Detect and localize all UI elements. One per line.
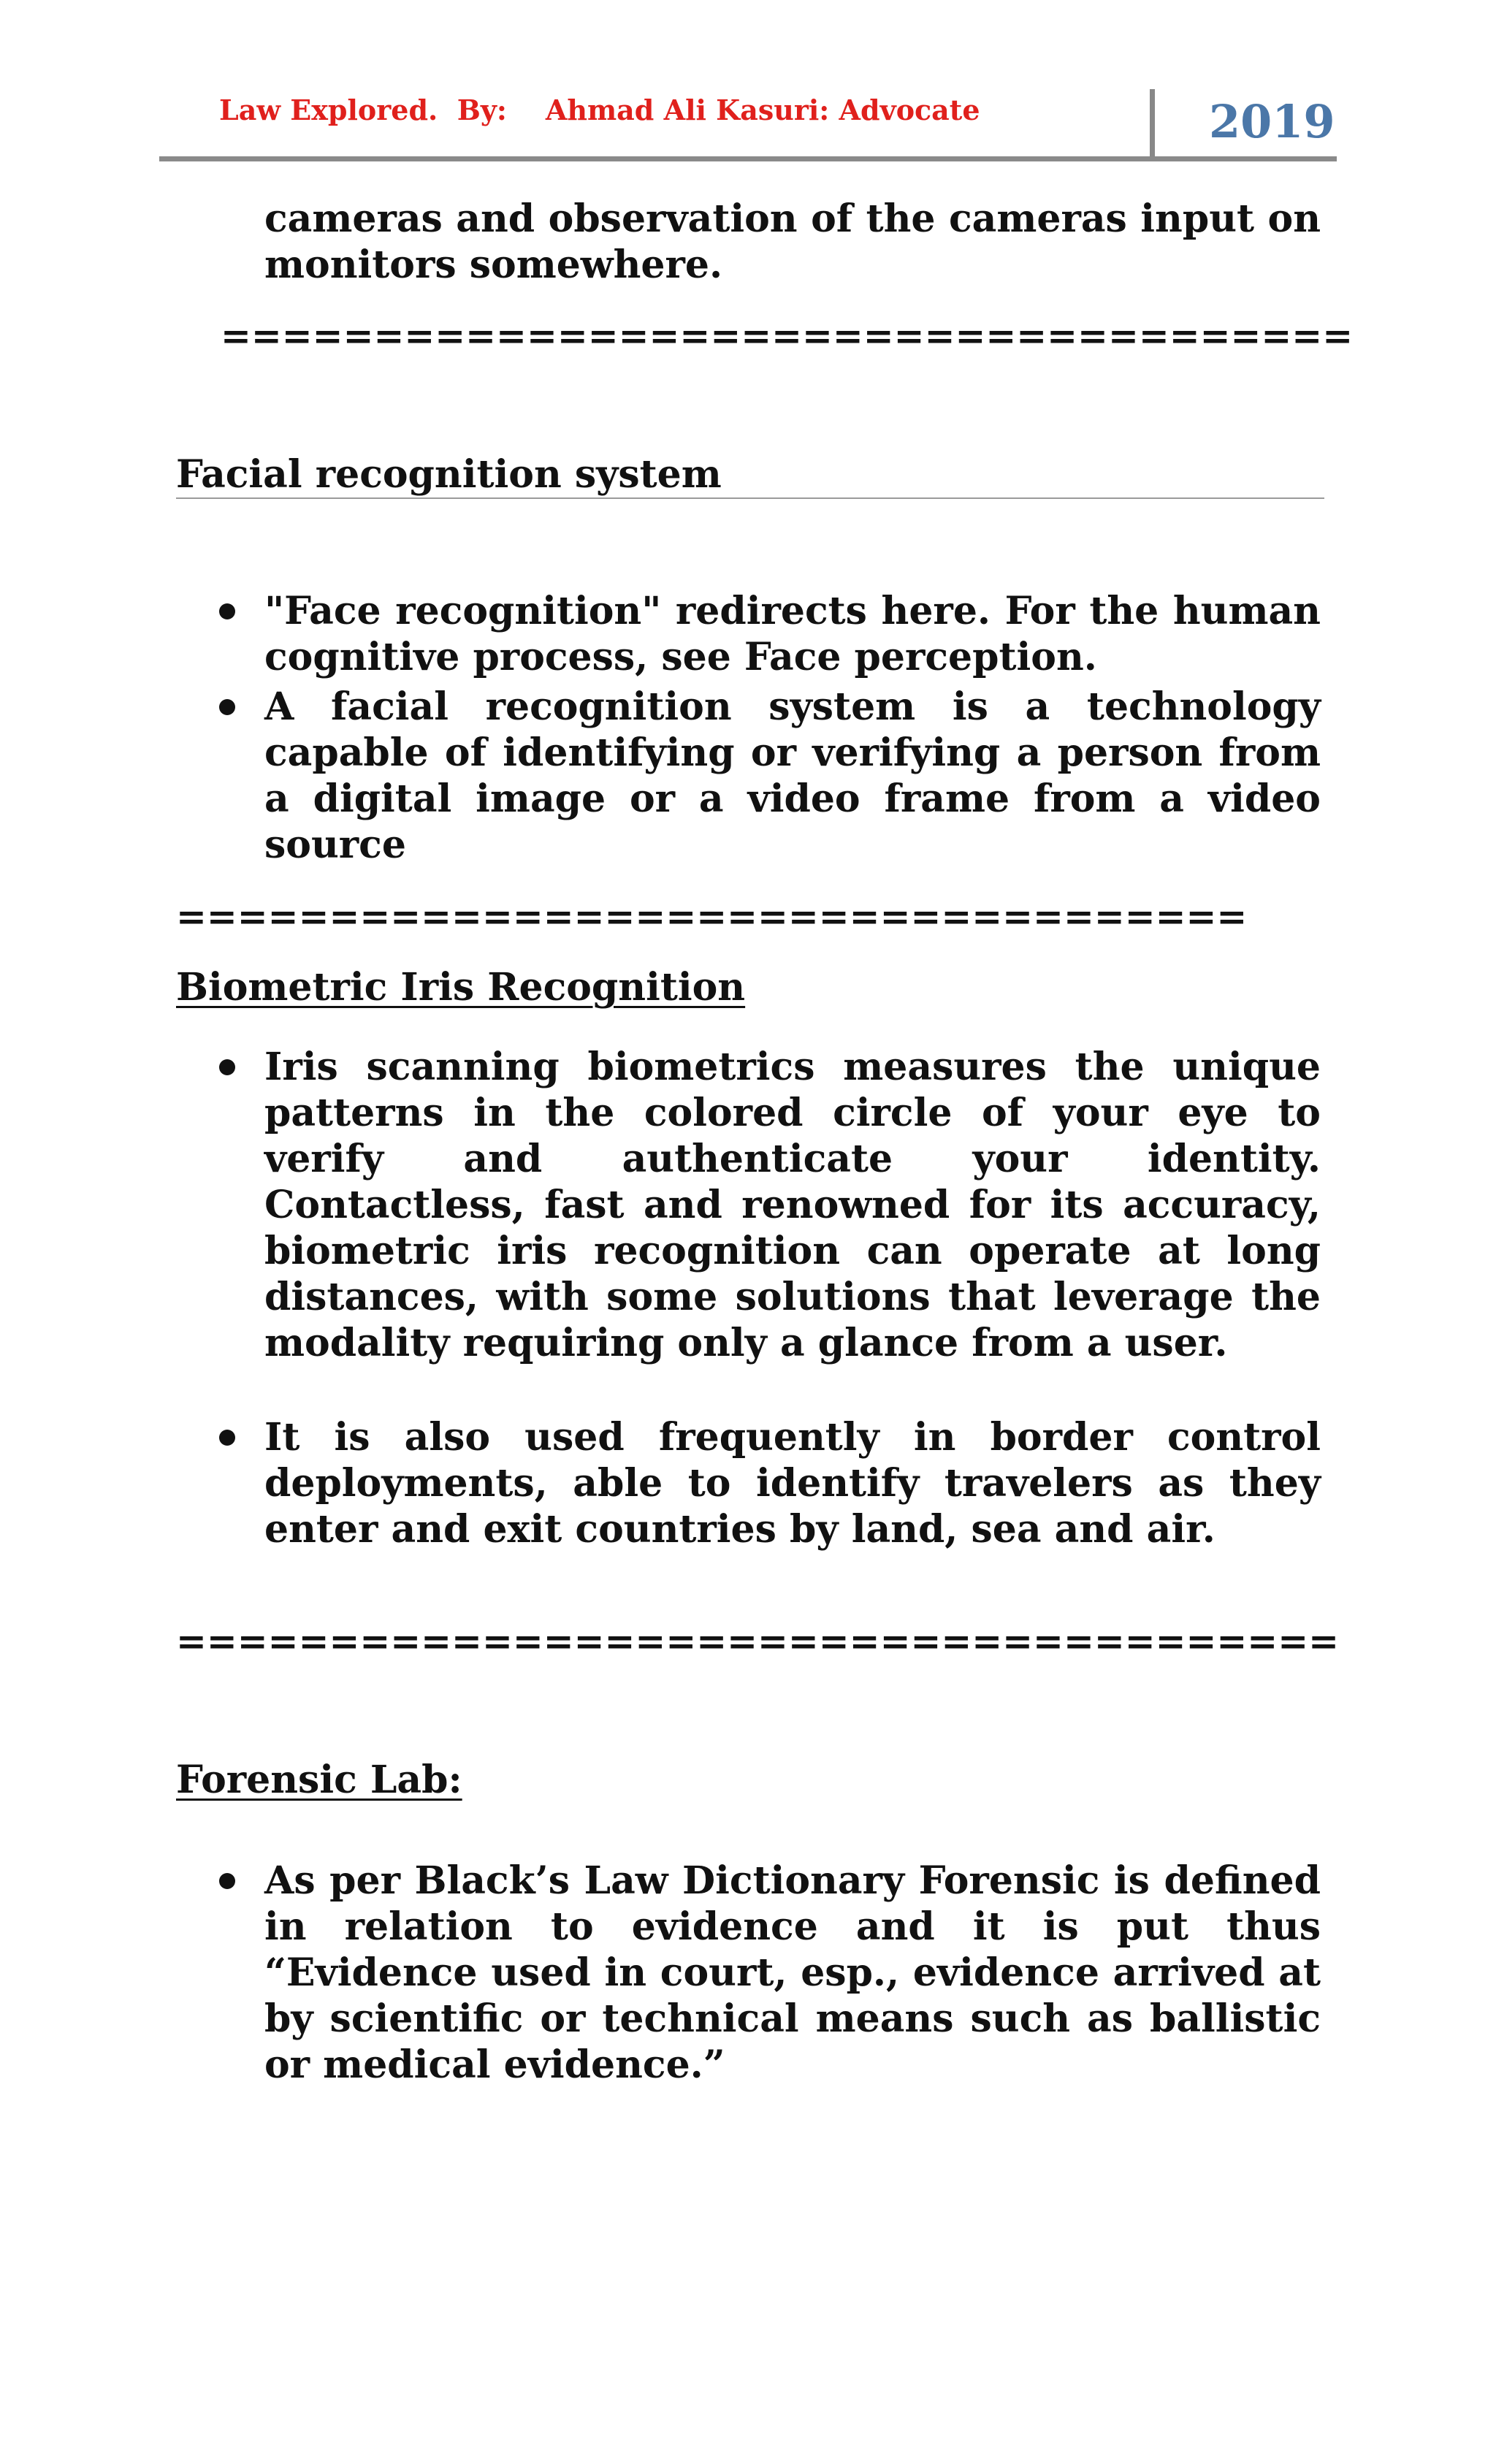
bullet-marker bbox=[219, 699, 235, 715]
heading-rule bbox=[176, 497, 1324, 499]
heading-facial-recognition: Facial recognition system bbox=[176, 452, 722, 497]
facial-bullet-2: A facial recognition system is a technology capable of identifying or verifying a person from a digital image or a video frame from a video source bbox=[264, 684, 1321, 867]
header-year: 2019 bbox=[1209, 95, 1335, 148]
heading-forensic-lab: Forensic Lab: bbox=[176, 1758, 462, 1802]
iris-bullet-1: Iris scanning biometrics measures the unique patterns in the colored circle of your eye to verify and authenticate your identity. Contactless, fast and renowned for its accuracy, biometric iris recognition can operate at long distances, with some solutions that leverage the modality requiring only a glance from a user. bbox=[264, 1045, 1321, 1365]
bullet-marker bbox=[219, 1059, 235, 1075]
iris-bullet-2: It is also used frequently in border control deployments, able to identify travelers as they enter and exit countries by land, sea and air. bbox=[264, 1415, 1321, 1552]
forensic-bullet-1: As per Black’s Law Dictionary Forensic is defined in relation to evidence and it is put thus “Evidence used in court, esp., evidence arrived at by scientific or technical means such as ballistic or medical evidence.” bbox=[264, 1858, 1321, 2087]
header-rule bbox=[159, 156, 1337, 161]
header-author-line: Law Explored. By: Ahmad Ali Kasuri: Advocate bbox=[219, 94, 980, 126]
bullet-marker bbox=[219, 1873, 235, 1889]
separator-3: ====================================== bbox=[176, 1620, 1339, 1663]
facial-bullet-1: "Face recognition" redirects here. For the human cognitive process, see Face perception. bbox=[264, 589, 1321, 679]
separator-1: ===================================== bbox=[221, 314, 1354, 357]
heading-biometric-iris: Biometric Iris Recognition bbox=[176, 965, 746, 1010]
intro-paragraph: cameras and observation of the cameras input on monitors somewhere. bbox=[264, 197, 1321, 287]
header-vertical-divider bbox=[1150, 89, 1155, 156]
bullet-marker bbox=[219, 603, 235, 619]
bullet-marker bbox=[219, 1430, 235, 1446]
separator-2: =================================== bbox=[176, 895, 1248, 938]
